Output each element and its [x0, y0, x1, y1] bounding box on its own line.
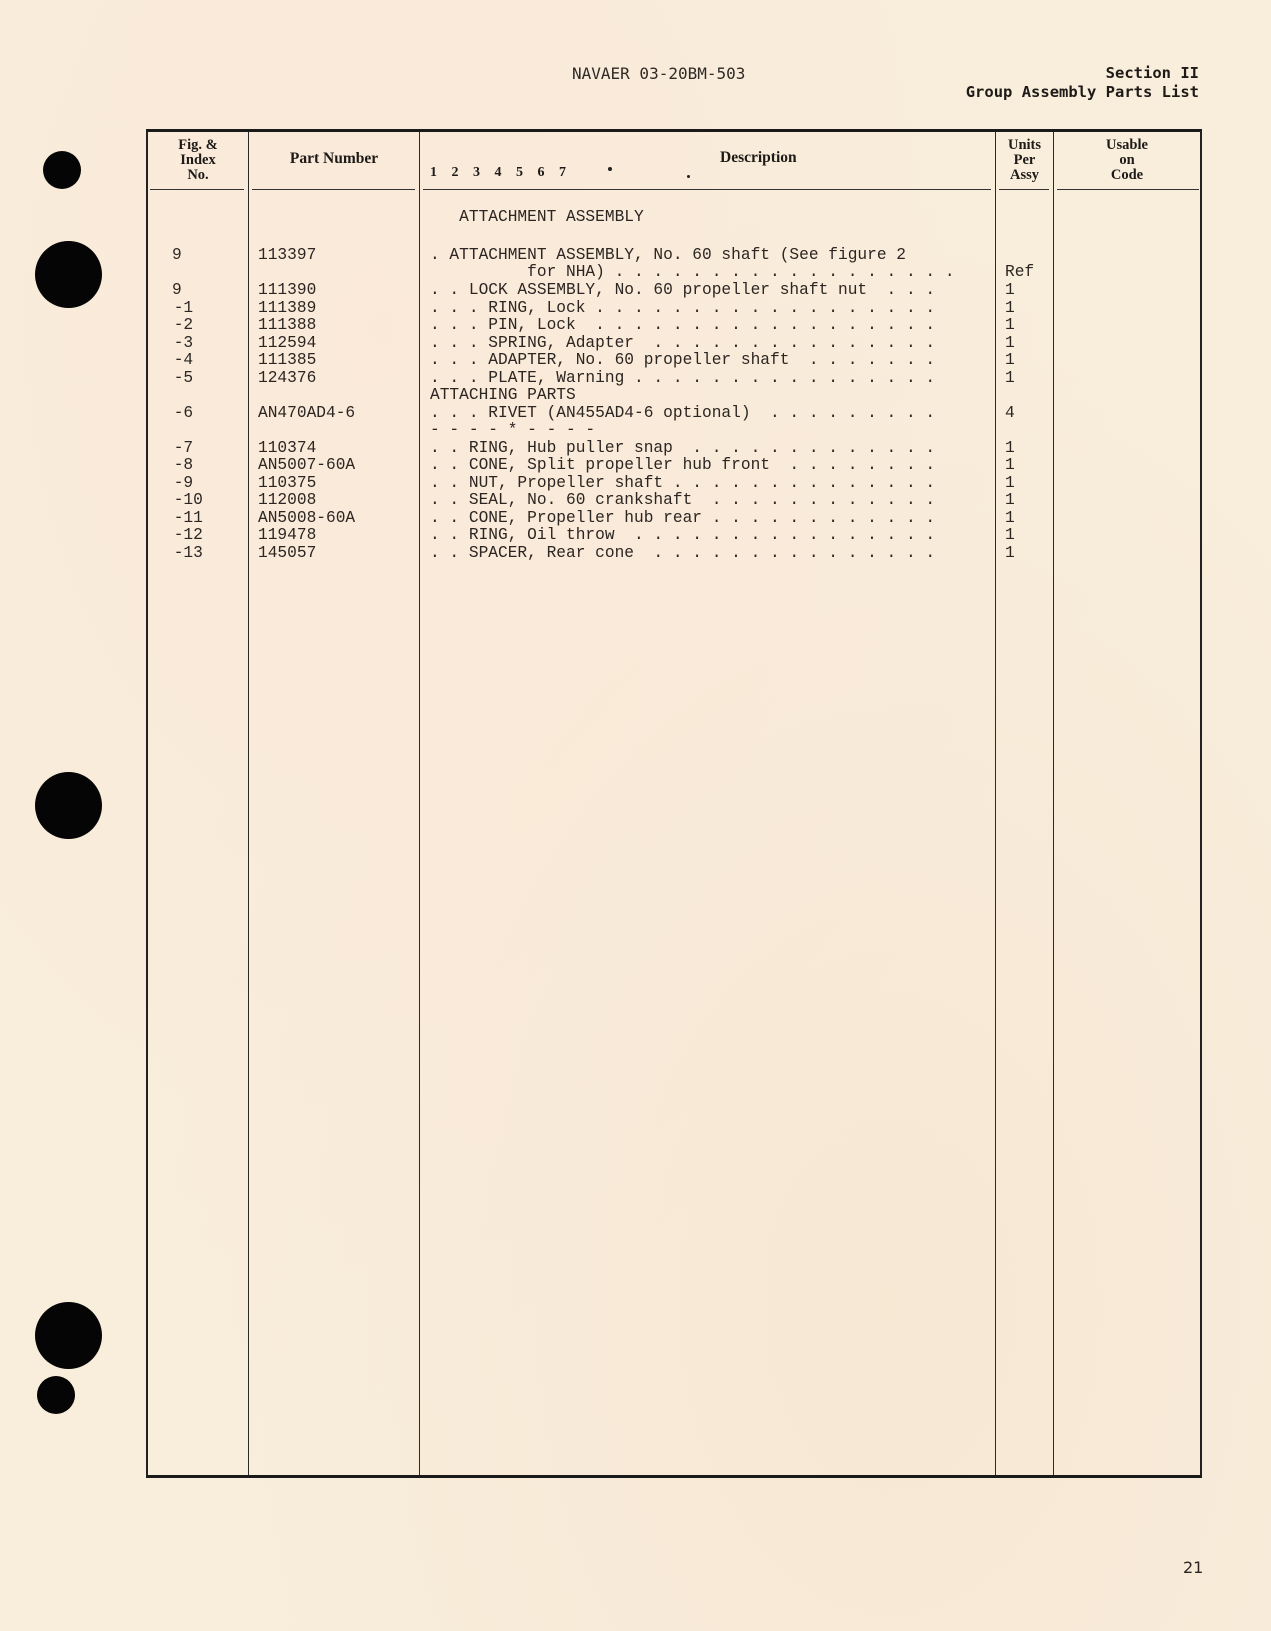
row-part-number: 112008: [258, 491, 317, 509]
row-units: 1: [1005, 333, 1015, 352]
row-index: -7: [164, 438, 194, 457]
indent-marker-dot: [608, 167, 612, 171]
indent-marker-dot: [687, 175, 690, 178]
row-index: -13: [164, 543, 203, 562]
column-divider: [995, 132, 996, 1475]
row-index: 9: [172, 246, 182, 264]
row-index: -8: [164, 456, 194, 474]
row-description: . . CONE, Propeller hub rear . . . . . . . . . . . .: [430, 508, 936, 527]
row-part-number: 112594: [258, 333, 317, 352]
document-number: NAVAER 03-20BM-503: [572, 64, 746, 83]
row-index: -3: [164, 333, 194, 352]
header-rule: [150, 189, 244, 190]
binder-hole: [37, 1376, 75, 1414]
row-index: -5: [164, 368, 194, 387]
row-description: . . . SPRING, Adapter . . . . . . . . . . . . . . .: [430, 333, 936, 352]
row-units: 4: [1005, 403, 1015, 422]
row-description: . . . RING, Lock . . . . . . . . . . . . . . . . . .: [430, 298, 936, 317]
section-title: Group Assembly Parts List: [965, 83, 1199, 101]
page-number: 21: [1183, 1558, 1204, 1577]
row-index: -9: [164, 473, 194, 492]
row-units: 1: [1005, 456, 1015, 474]
row-description: . . . PLATE, Warning . . . . . . . . . . . . . . . .: [430, 368, 936, 387]
row-description: . . SEAL, No. 60 crankshaft . . . . . . . . . . . .: [430, 491, 936, 509]
row-units: 1: [1005, 491, 1015, 509]
row-part-number: 113397: [258, 246, 317, 264]
column-header-part-number: Part Number: [289, 150, 379, 167]
row-units: Ref: [1005, 263, 1035, 281]
row-description: for NHA) . . . . . . . . . . . . . . . . . .: [430, 263, 955, 281]
row-units: 1: [1005, 508, 1015, 527]
row-part-number: AN5007-60A: [258, 456, 356, 474]
column-header-description: Description: [720, 149, 797, 166]
row-index: -2: [164, 316, 194, 334]
row-index: -12: [164, 526, 203, 544]
row-part-number: 119478: [258, 526, 317, 544]
binder-hole: [43, 151, 81, 189]
row-description: . . RING, Hub puller snap . . . . . . . . . . . . .: [430, 438, 936, 457]
row-units: 1: [1005, 368, 1015, 387]
column-header-fig-index: Fig. & Index No.: [178, 137, 218, 183]
row-description: . . . RIVET (AN455AD4-6 optional) . . . . . . . . .: [430, 403, 936, 422]
row-index: -6: [164, 403, 194, 422]
row-units: 1: [1005, 316, 1015, 334]
row-description: . . SPACER, Rear cone . . . . . . . . . . . . . . .: [430, 543, 936, 562]
row-part-number: 145057: [258, 543, 317, 562]
row-description: . ATTACHMENT ASSEMBLY, No. 60 shaft (See figure 2: [430, 246, 906, 264]
row-index: -10: [164, 491, 203, 509]
attaching-parts-separator: - - - - * - - - -: [430, 421, 596, 439]
row-index: -11: [164, 508, 203, 527]
row-part-number: AN5008-60A: [258, 508, 356, 527]
column-header-usable-on-code: Usable on Code: [1106, 137, 1148, 183]
attaching-parts-label: ATTACHING PARTS: [430, 386, 576, 404]
row-index: -4: [164, 351, 194, 369]
row-units: 1: [1005, 351, 1015, 369]
column-header-units-per-assy: Units Per Assy: [1007, 137, 1042, 183]
parts-table: [146, 129, 1202, 1478]
header-rule: [1057, 189, 1199, 190]
header-rule: [999, 189, 1049, 190]
row-units: 1: [1005, 526, 1015, 544]
row-part-number: 110375: [258, 473, 317, 492]
row-description: . . RING, Oil throw . . . . . . . . . . . . . . . .: [430, 526, 936, 544]
row-part-number: 111388: [258, 316, 317, 334]
row-units: 1: [1005, 298, 1015, 317]
row-description: ATTACHMENT ASSEMBLY: [430, 208, 644, 226]
row-units: 1: [1005, 281, 1015, 299]
section-label: Section II: [1105, 64, 1199, 82]
row-units: 1: [1005, 473, 1015, 492]
column-divider: [419, 132, 420, 1475]
row-part-number: 124376: [258, 368, 317, 387]
row-description: . . CONE, Split propeller hub front . . . . . . . .: [430, 456, 936, 474]
header-rule: [252, 189, 415, 190]
row-description: . . . ADAPTER, No. 60 propeller shaft . . . . . . .: [430, 351, 936, 369]
binder-hole: [35, 241, 102, 308]
row-part-number: 111389: [258, 298, 317, 317]
row-description: . . LOCK ASSEMBLY, No. 60 propeller shaft nut . . .: [430, 281, 936, 299]
row-part-number: AN470AD4-6: [258, 403, 356, 422]
row-part-number: 110374: [258, 438, 317, 457]
row-description: . . . PIN, Lock . . . . . . . . . . . . . . . . . .: [430, 316, 936, 334]
header-rule: [423, 189, 991, 190]
section-heading: [966, 64, 1199, 102]
row-index: -1: [164, 298, 194, 317]
binder-hole: [35, 772, 102, 839]
row-units: 1: [1005, 543, 1015, 562]
row-index: 9: [172, 281, 182, 299]
row-part-number: 111385: [258, 351, 317, 369]
row-part-number: 111390: [258, 281, 317, 299]
indent-level-numbers: 1 2 3 4 5 6 7: [430, 165, 572, 180]
row-units: 1: [1005, 438, 1015, 457]
column-divider: [1053, 132, 1054, 1475]
row-description: . . NUT, Propeller shaft . . . . . . . . . . . . . .: [430, 473, 936, 492]
binder-hole: [35, 1302, 102, 1369]
